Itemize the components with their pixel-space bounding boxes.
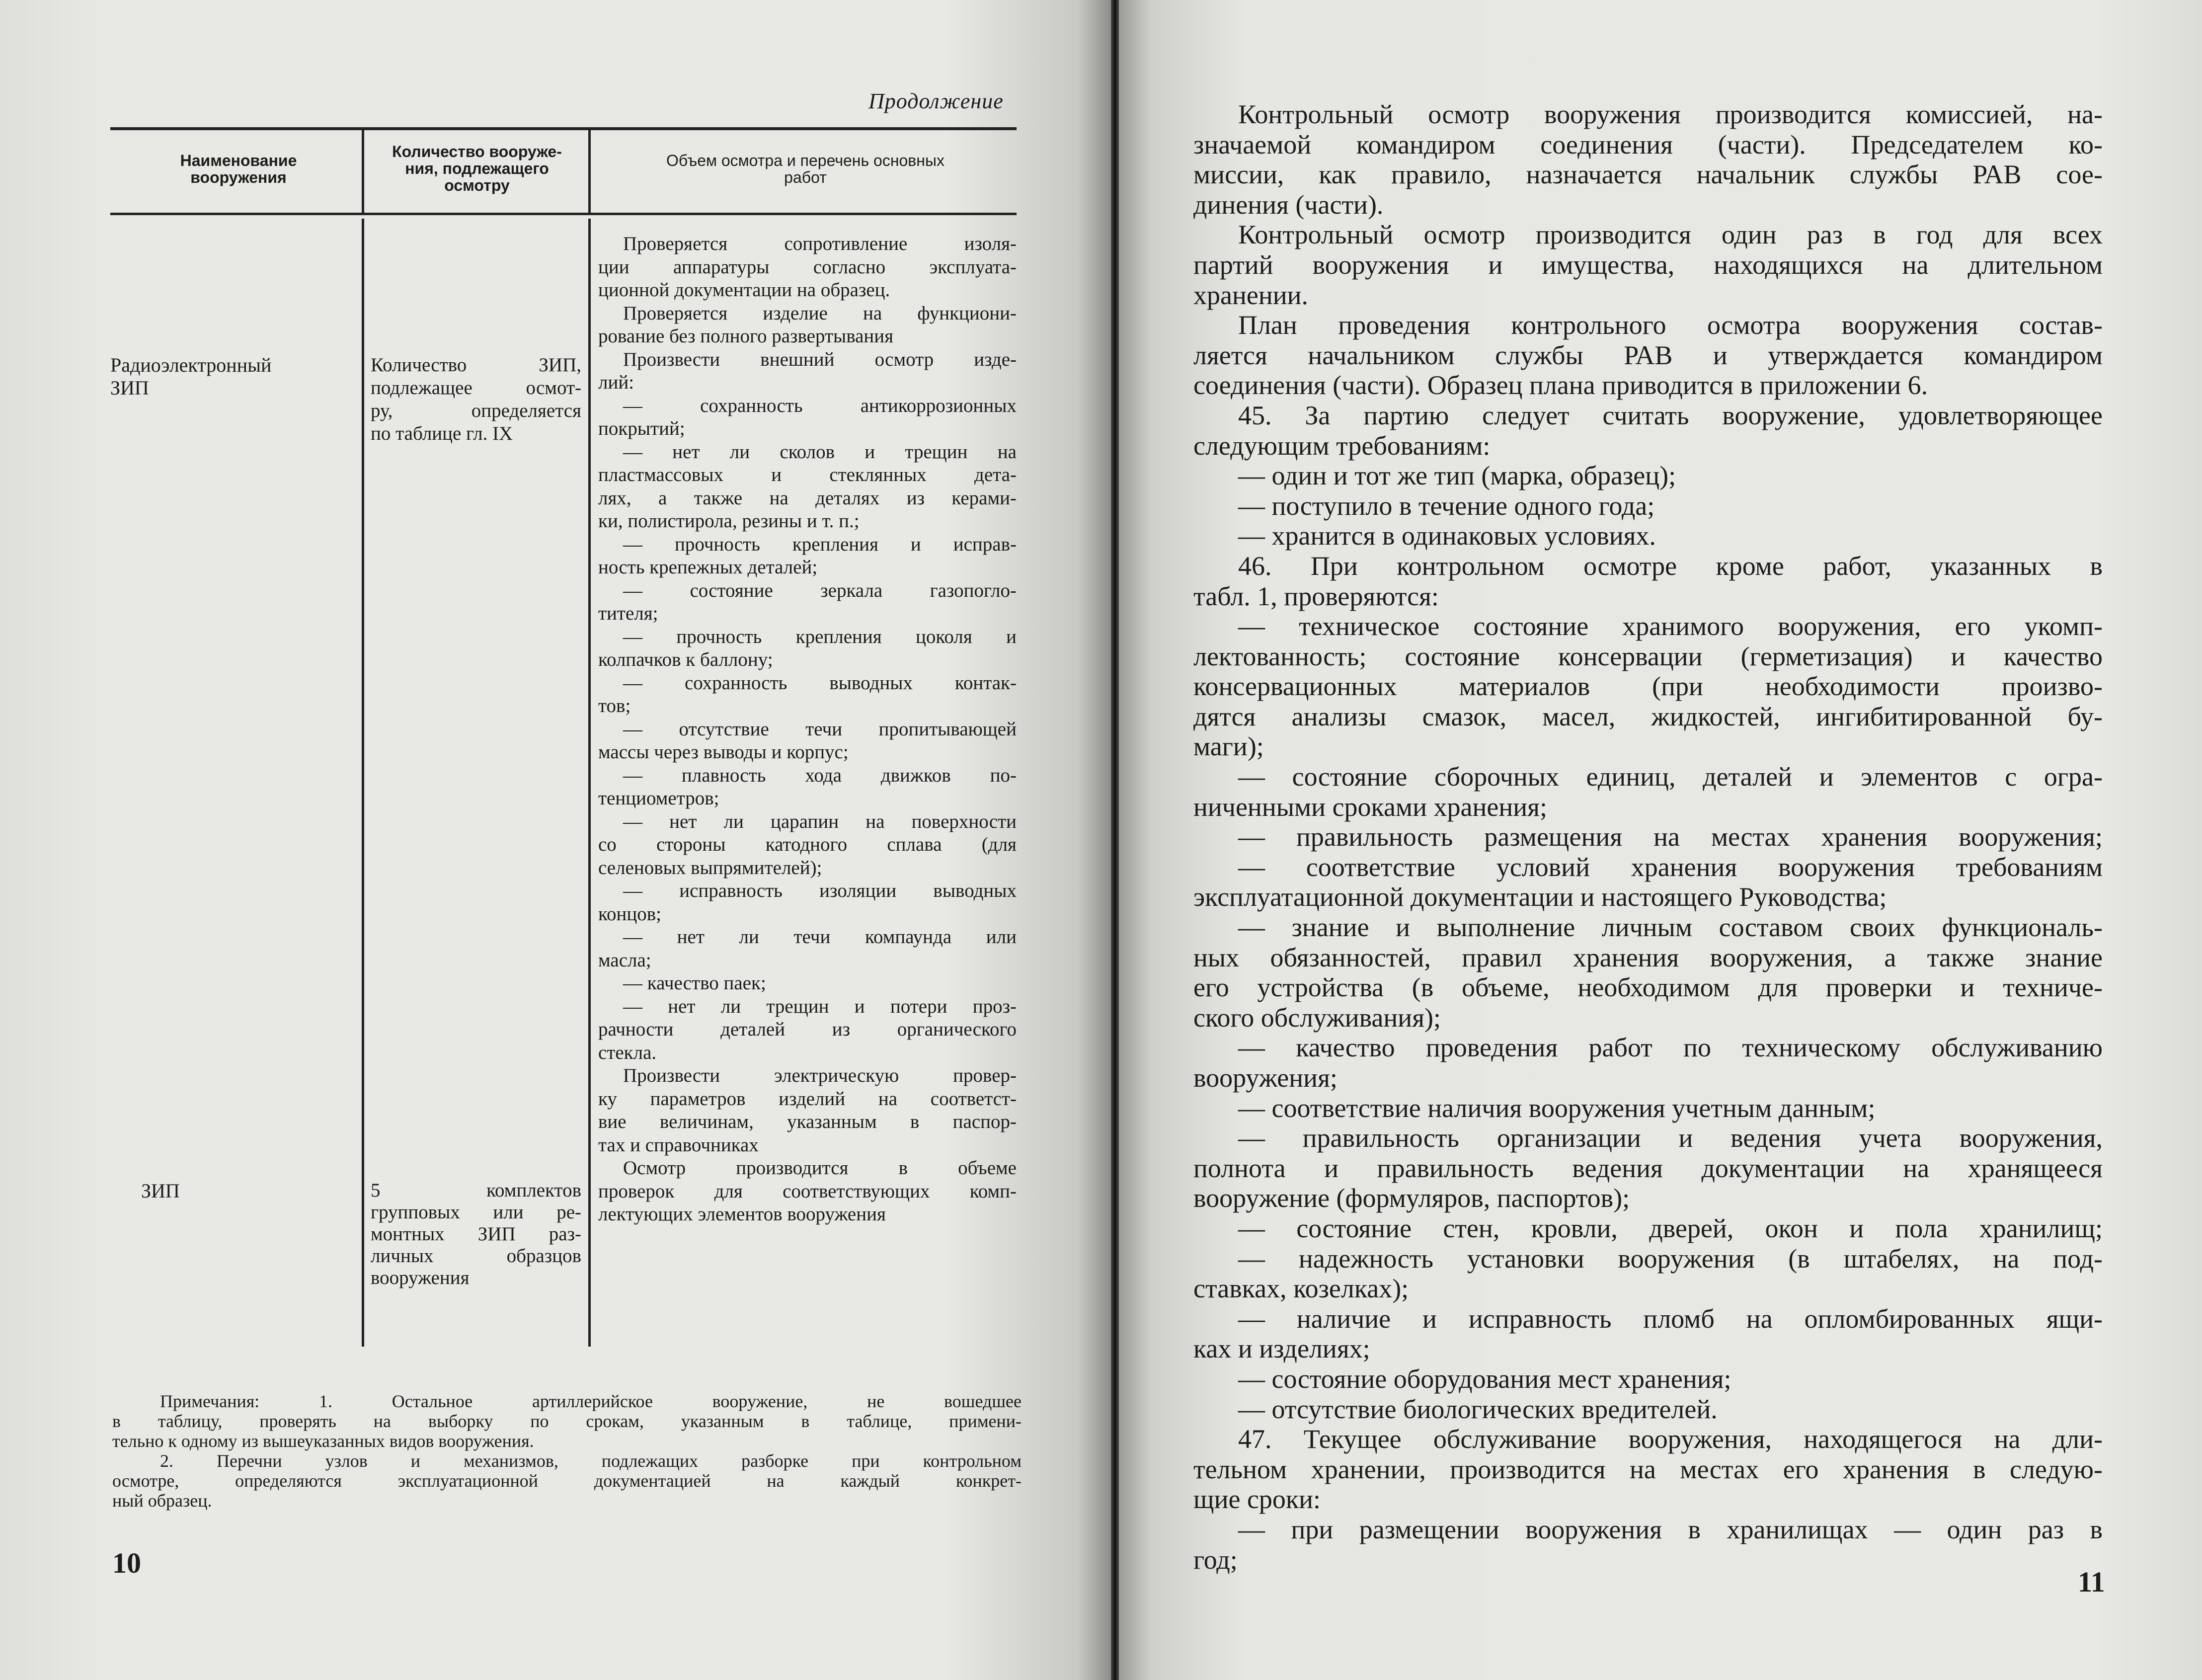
table-col-divider-1 <box>362 130 364 213</box>
table-header-rule <box>110 213 1017 215</box>
book-gutter <box>1111 0 1119 1680</box>
table-col-divider-2 <box>588 130 591 213</box>
continued-label: Продолжение <box>868 89 1004 113</box>
table-col-divider-1-body <box>362 219 364 1347</box>
table-row-1-quantity: Количество ЗИП, подлежащее осмот- ру, определяется по таблице гл. IX <box>371 354 581 444</box>
table-col-divider-2-body <box>588 219 591 1347</box>
table-top-rule <box>110 127 1017 130</box>
table-notes: Примечания: 1. Остальное артиллерийское вооружение, не вошедшее в таблицу, проверять на выборку по срокам, указанным в таблице, примени- тельно к одному из вышеуказанных видов вооружения. 2. Перечни узлов и механизмов, подлежащих разборке при контрольном осмотре, определяются эксплуатационной документацией на каждый конкрет- ный образец. <box>112 1391 1022 1511</box>
table-row-2-quantity: 5 комплектов групповых или ре- монтных ЗИП раз- личных образцов вооружения <box>371 1180 581 1288</box>
table-scope-column: Проверяется сопротивление изоля- ции аппаратуры согласно эксплуата- ционной документации на образец. Проверяется изделие на функциони- рование без полного развертывания Произвести внешний осмотр изде- лий: — сохранность антикоррозионных покрытий; — нет ли сколов и трещин на пластмассовых и стеклянных дета- лях, а также на деталях из керами- ки, полистирола, резины и т. п.; — прочность крепления и исправ- ность крепежных деталей; — состояние зеркала газопогло- тителя; — прочность крепления цоколя и колпачков к баллону; — сохранность выводных контак- тов; — отсутствие течи пропитывающей массы через выводы и корпус; — плавность хода движков по- тенциометров; — нет ли царапин на поверхности со стороны катодного сплава (для селеновых выпрямителей); — исправность изоляции выводных концов; — нет ли течи компаунда или масла; — качество паек; — нет ли трещин и потери проз- рачности деталей из органического стекла. Произвести электрическую провер- ку параметров изделий на соответст- вие величинам, указанным в паспор- тах и справочниках Осмотр производится в объеме проверок для соответствующих комп- лектующих элементов вооружения <box>598 233 1017 1225</box>
table-row-1-name: Радиоэлектронный ЗИП <box>110 354 272 399</box>
header-scope: Объем осмотра и перечень основных работ <box>666 152 944 186</box>
table-row-2-name: ЗИП <box>141 1180 180 1202</box>
page-number-left: 10 <box>112 1547 141 1579</box>
page-number-right: 11 <box>2078 1566 2105 1598</box>
right-page-body: Контрольный осмотр вооружения производится комиссией, на- значаемой командиром соединения (части). Председателем ко- миссии, как правило, назначается начальник службы РАВ сое- динения (части). Контрольный осмотр производится один раз в год для всех партий вооружения и имущества, находящихся на длительном хранении. План проведения контрольного осмотра вооружения состав- ляется начальником службы РАВ и утверждается командиром соединения (части). Образец плана приводится в приложении 6. 45. За партию следует считать вооружение, удовлетворяющее следующим требованиям: — один и тот же тип (марка, образец); — поступило в течение одного года; — хранится в одинаковых условиях. 46. При контрольном осмотре кроме работ, указанных в табл. 1, проверяются: — техническое состояние хранимого вооружения, его укомп- лектованность; состояние консервации (герметизация) и качество консервационных материалов (при необходимости произво- дятся анализы смазок, масел, жидкостей, ингибитированной бу- маги); — состояние сборочных единиц, деталей и элементов с огра- ниченными сроками хранения; — правильность размещения на местах хранения вооружения; — соответствие условий хранения вооружения требованиям эксплуатационной документации и настоящего Руководства; — знание и выполнение личным составом своих функциональ- ных обязанностей, правил хранения вооружения, а также знание его устройства (в объеме, необходимом для проверки и техниче- ского обслуживания); — качество проведения работ по техническому обслуживанию вооружения; — соответствие наличия вооружения учетным данным; — правильность организации и ведения учета вооружения, полнота и правильность ведения документации на хранящееся вооружение (формуляров, паспортов); — состояние стен, кровли, дверей, окон и пола хранилищ; — надежность установки вооружения (в штабелях, на под- ставках, козелках); — наличие и исправность пломб на опломбированных ящи- ках и изделиях; — состояние оборудования мест хранения; — отсутствие биологических вредителей. 47. Текущее обслуживание вооружения, находящегося на дли- тельном хранении, производится на местах его хранения в следую- щие сроки: — при размещении вооружения в хранилищах — один раз в год; <box>1193 99 2103 1575</box>
header-quantity: Количество вооруже- ния, подлежащего осмотру <box>392 143 562 194</box>
right-page <box>1119 0 2202 1680</box>
header-weapon-name: Наименование вооружения <box>180 152 297 186</box>
